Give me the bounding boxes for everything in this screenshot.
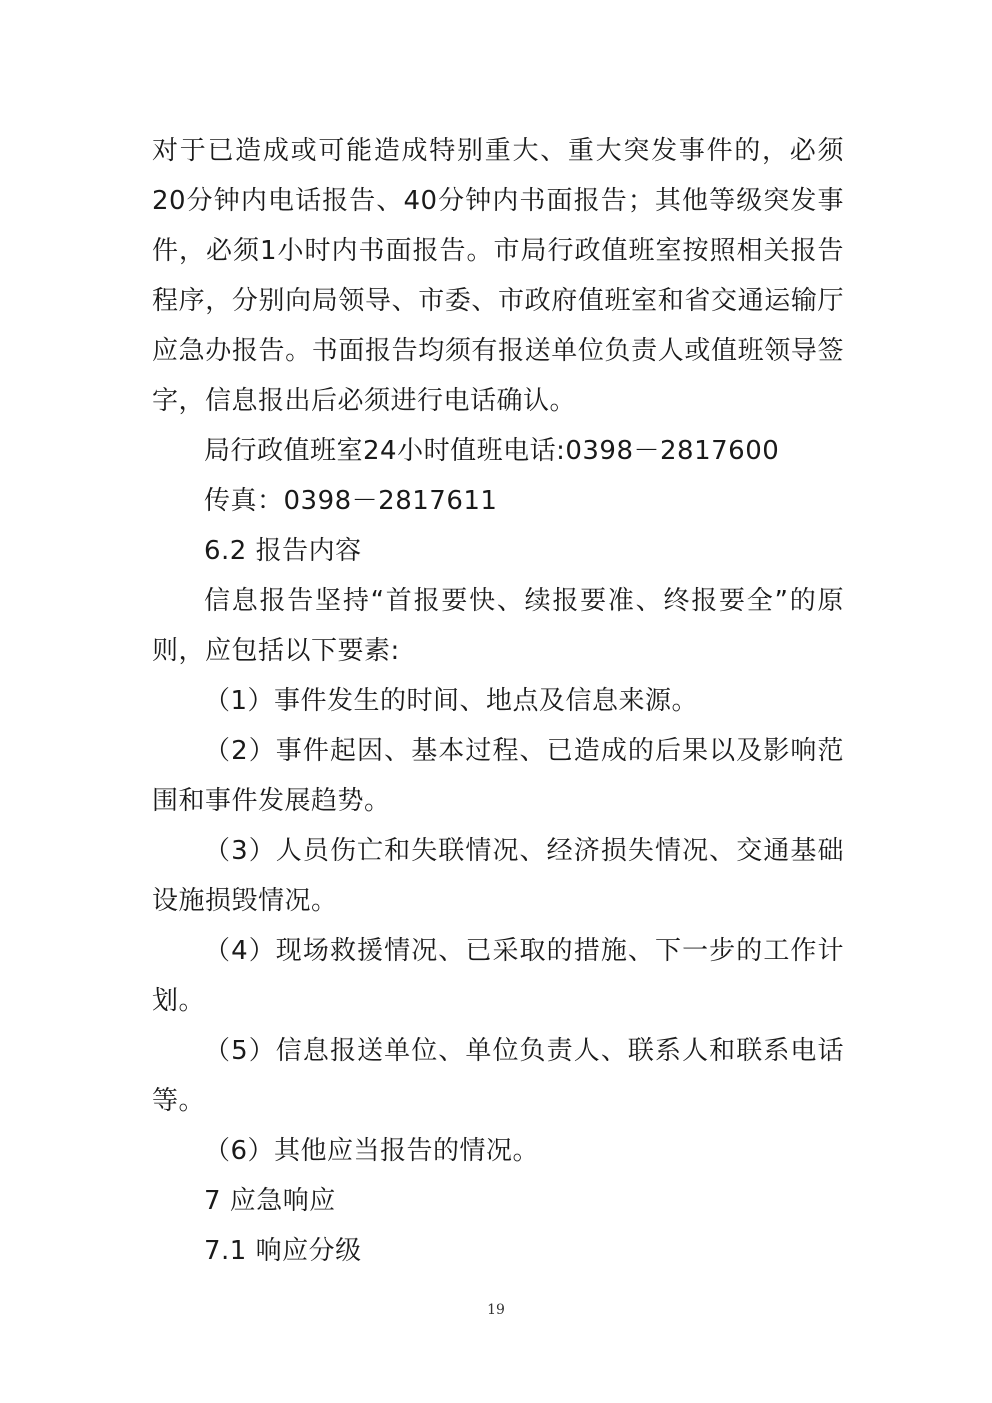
page-number: 19 — [487, 1302, 505, 1318]
list-item-4: （4）现场救援情况、已采取的措施、下一步的工作计划。 — [152, 936, 844, 1016]
page-body — [152, 126, 844, 1276]
paragraph-report-principle: 信息报告坚持“首报要快、续报要准、终报要全”的原则，应包括以下要素: — [152, 586, 844, 666]
section-heading-7: 7 应急响应 — [204, 1186, 336, 1216]
paragraph-fax: 传真：0398－2817611 — [204, 486, 498, 516]
section-heading-6-2: 6.2 报告内容 — [204, 536, 362, 566]
section-heading-7-1: 7.1 响应分级 — [204, 1236, 362, 1266]
list-item-1: （1）事件发生的时间、地点及信息来源。 — [204, 686, 699, 716]
paragraph-duty-phone: 局行政值班室24小时值班电话:0398－2817600 — [204, 436, 780, 466]
list-item-6: （6）其他应当报告的情况。 — [204, 1136, 540, 1166]
list-item-3: （3）人员伤亡和失联情况、经济损失情况、交通基础设施损毁情况。 — [152, 836, 844, 916]
list-item-5: （5）信息报送单位、单位负责人、联系人和联系电话等。 — [152, 1036, 844, 1116]
list-item-2: （2）事件起因、基本过程、已造成的后果以及影响范围和事件发展趋势。 — [152, 736, 844, 816]
paragraph-reporting-deadlines: 对于已造成或可能造成特别重大、重大突发事件的，必须20分钟内电话报告、40分钟内书面报告；其他等级突发事件，必须1小时内书面报告。市局行政值班室按照相关报告程序，分别向局领导、市委、市政府值班室和省交通运输厅应急办报告。书面报告均须有报送单位负责人或值班领导签字，信息报出后必须进行电话确认。 — [152, 136, 844, 416]
